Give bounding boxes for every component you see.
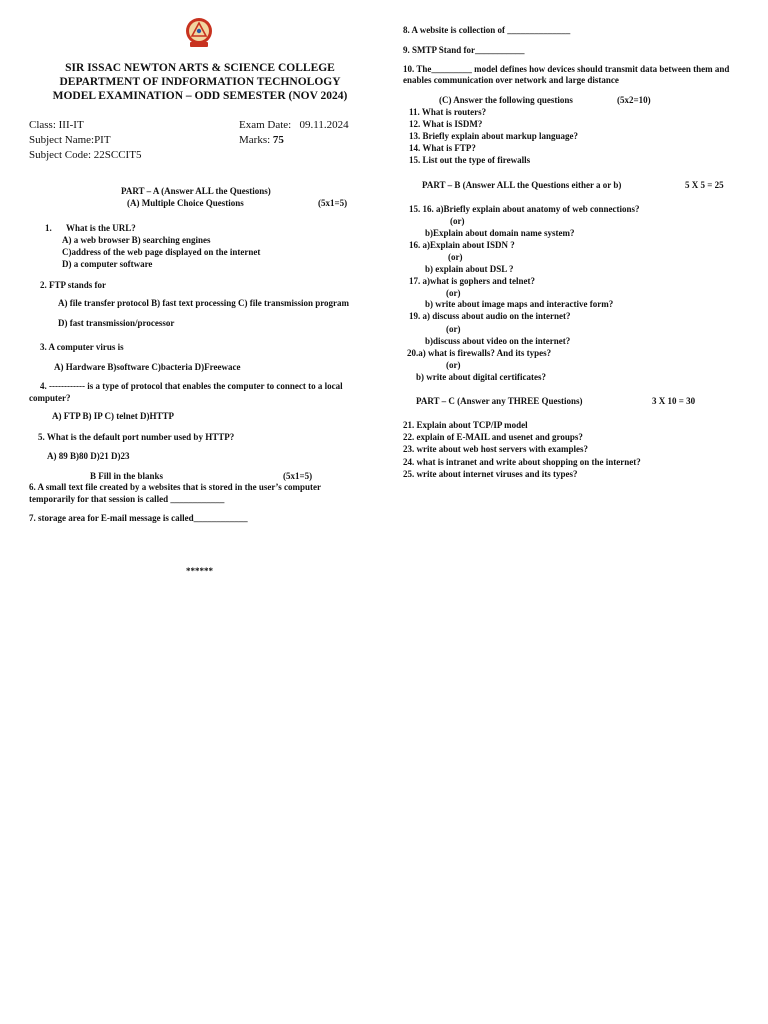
part-b-line: b) explain about DSL ? — [425, 264, 514, 274]
q1-number: 1. — [45, 223, 52, 233]
part-a-title: PART – A (Answer ALL the Questions) — [121, 186, 271, 196]
part-b-line: (or) — [450, 216, 465, 226]
part-b-line: 19. a) discuss about audio on the internet? — [409, 311, 571, 321]
q10-text-1: 10. The_________ model defines how devices should transmit data between them and — [403, 64, 730, 74]
exam-title: MODEL EXAMINATION – ODD SEMESTER (NOV 2024) — [52, 90, 348, 102]
q6-text-2: temporarily for that session is called ____________ — [29, 494, 225, 504]
q8-text: 8. A website is collection of ______________ — [403, 25, 571, 35]
q3-text: 3. A computer virus is — [40, 342, 124, 352]
section-b-marks: (5x1=5) — [283, 471, 313, 481]
q7-text: 7. storage area for E-mail message is called____________ — [29, 513, 248, 523]
end-mark: ****** — [186, 566, 213, 576]
part-c-question: 22. explain of E-MAIL and usenet and groups? — [403, 432, 583, 442]
q11-text: 11. What is routers? — [409, 107, 487, 117]
q2-options-2: D) fast transmission/processor — [58, 318, 175, 328]
exam-date-value: 09.11.2024 — [299, 119, 349, 131]
q2-text: 2. FTP stands for — [40, 280, 107, 290]
part-b-line: 20.a) what is firewalls? And its types? — [407, 348, 552, 358]
section-a-marks: (5x1=5) — [318, 198, 348, 208]
part-c-question: 25. write about internet viruses and its types? — [403, 469, 578, 479]
part-c-question: 23. write about web host servers with examples? — [403, 444, 588, 454]
exam-date-label: Exam Date: — [239, 119, 292, 131]
part-b-line: (or) — [446, 360, 461, 370]
q1-options-3: D) a computer software — [62, 259, 153, 269]
part-b-line: b)Explain about domain name system? — [425, 228, 575, 238]
college-logo — [184, 17, 214, 49]
marks-value: 75 — [272, 134, 284, 146]
part-c-question: 24. what is intranet and write about shopping on the internet? — [403, 457, 641, 467]
q1-options-2: C)address of the web page displayed on the internet — [62, 247, 261, 257]
section-a-title: (A) Multiple Choice Questions — [127, 198, 244, 208]
q5-text: 5. What is the default port number used by HTTP? — [38, 432, 235, 442]
q14-text: 14. What is FTP? — [409, 143, 476, 153]
subject-code: Subject Code: 22SCCIT5 — [29, 149, 142, 161]
section-b-title: B Fill in the blanks — [90, 471, 164, 481]
part-b-line: 15. 16. a)Briefly explain about anatomy of web connections? — [409, 204, 640, 214]
part-b-marks: 5 X 5 = 25 — [685, 180, 724, 190]
marks-info — [239, 134, 284, 146]
q4-text-2: computer? — [29, 393, 71, 403]
q12-text: 12. What is ISDM? — [409, 119, 483, 129]
q3-options: A) Hardware B)software C)bacteria D)Freewace — [54, 362, 241, 372]
q1-text: What is the URL? — [66, 223, 136, 233]
part-b-line: b)discuss about video on the internet? — [425, 336, 571, 346]
part-b-line: b) write about digital certificates? — [416, 372, 546, 382]
section-c-title: (C) Answer the following questions — [439, 95, 573, 105]
q6-text-1: 6. A small text file created by a websites that is stored in the user’s computer — [29, 482, 321, 492]
part-c-title: PART – C (Answer any THREE Questions) — [416, 396, 583, 406]
marks-label: Marks: — [239, 134, 271, 146]
college-name: SIR ISSAC NEWTON ARTS & SCIENCE COLLEGE — [65, 62, 335, 74]
q15-text: 15. List out the type of firewalls — [409, 155, 531, 165]
subject-name: Subject Name:PIT — [29, 134, 111, 146]
part-b-line: b) write about image maps and interactive form? — [425, 299, 614, 309]
part-c-question: 21. Explain about TCP/IP model — [403, 420, 528, 430]
exam-date — [239, 119, 349, 131]
q5-options: A) 89 B)80 D)21 D)23 — [47, 451, 130, 461]
q13-text: 13. Briefly explain about markup language? — [409, 131, 579, 141]
q1-options-1: A) a web browser B) searching engines — [62, 235, 211, 245]
part-b-line: 17. a)what is gophers and telnet? — [409, 276, 536, 286]
section-c-marks: (5x2=10) — [617, 95, 651, 105]
part-b-title: PART – B (Answer ALL the Questions either a or b) — [422, 180, 622, 190]
part-c-marks: 3 X 10 = 30 — [652, 396, 696, 406]
class-info: Class: III-IT — [29, 119, 84, 131]
q4-options: A) FTP B) IP C) telnet D)HTTP — [52, 411, 174, 421]
department-name: DEPARTMENT OF INDFORMATION TECHNOLOGY — [59, 76, 341, 88]
part-b-line: (or) — [446, 324, 461, 334]
q2-options-1: A) file transfer protocol B) fast text processing C) file transmission program — [58, 298, 350, 308]
part-b-line: 16. a)Explain about ISDN ? — [409, 240, 515, 250]
q10-text-2: enables communication over network and large distance — [403, 75, 619, 85]
part-b-line: (or) — [448, 252, 463, 262]
q9-text: 9. SMTP Stand for___________ — [403, 45, 525, 55]
q4-text-1: 4. ------------ is a type of protocol that enables the computer to connect to a local — [40, 381, 343, 391]
part-b-line: (or) — [446, 288, 461, 298]
